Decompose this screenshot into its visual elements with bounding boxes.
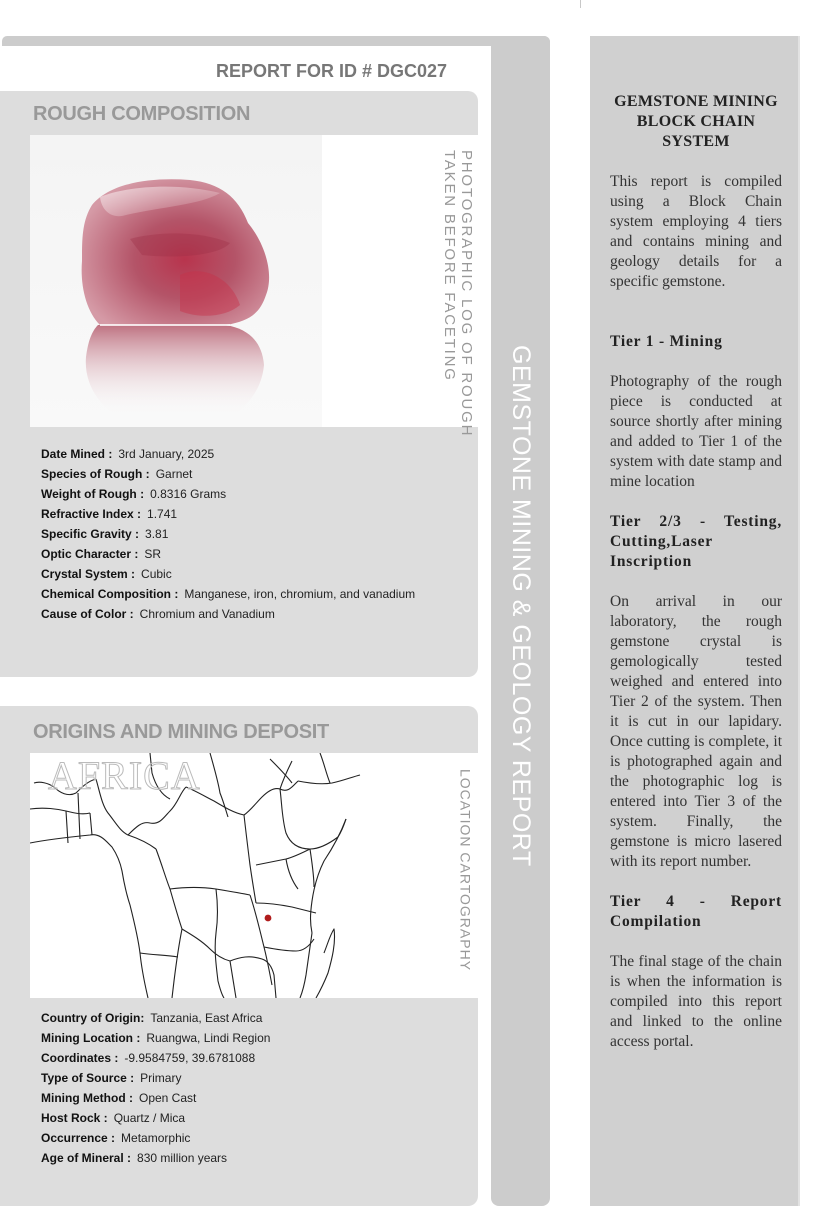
- property-date-mined: [41, 444, 415, 464]
- tier-2-3-heading: Tier 2/3 - Testing, Cutting,Laser Inscription: [610, 513, 782, 570]
- top-divider-tick: [580, 0, 581, 8]
- property-value: Cubic: [141, 567, 172, 581]
- property-label: Specific Gravity :: [41, 527, 140, 541]
- property-weight: [41, 484, 415, 504]
- map-caption-label: LOCATION CARTOGRAPHY: [457, 769, 474, 972]
- property-label: Type of Source :: [41, 1071, 135, 1085]
- property-cause-of-color: [41, 604, 415, 624]
- property-value: 3.81: [145, 527, 169, 541]
- property-label: Country of Origin:: [41, 1011, 145, 1025]
- property-value: Garnet: [155, 467, 193, 481]
- rough-photo-area: [30, 135, 478, 438]
- property-label: Age of Mineral :: [41, 1151, 132, 1165]
- property-mining-location: [41, 1028, 270, 1048]
- property-optic-character: [41, 544, 415, 564]
- side-banner-label-wrap: [491, 36, 550, 1206]
- location-marker[interactable]: [265, 915, 272, 922]
- property-type-of-source: [41, 1068, 270, 1088]
- property-specific-gravity: [41, 524, 415, 544]
- property-coordinates: [41, 1048, 270, 1068]
- report-id-title: REPORT FOR ID # DGC027: [215, 61, 447, 81]
- property-label: Occurrence :: [41, 1131, 116, 1145]
- property-label: Cause of Color :: [41, 607, 134, 621]
- property-country: [41, 1008, 270, 1028]
- blockchain-info-panel: [590, 36, 800, 1206]
- property-label: Species of Rough :: [41, 467, 150, 481]
- africa-map: [30, 753, 392, 998]
- property-label: Optic Character :: [41, 547, 139, 561]
- property-occurrence: [41, 1128, 270, 1148]
- property-value: Primary: [140, 1071, 182, 1085]
- side-banner-label: GEMSTONE MINING & GEOLOGY REPORT: [507, 345, 535, 867]
- info-intro: This report is compiled using a Block Chain system employing 4 tiers and contains mining and geology details for a specific gemstone.: [610, 173, 782, 290]
- tier-1-body: Photography of the rough piece is conducted at source shortly after mining and added to Tier 1 of the system with date stamp and mine location: [610, 373, 782, 490]
- property-label: Refractive Index :: [41, 507, 142, 521]
- photo-caption: [438, 135, 478, 438]
- rough-gemstone-photo: [30, 135, 322, 427]
- property-refractive-index: [41, 504, 415, 524]
- property-label: Mining Method :: [41, 1091, 133, 1105]
- property-value: 830 million years: [137, 1151, 228, 1165]
- origin-properties: [41, 1008, 270, 1168]
- africa-map-image: [30, 753, 392, 998]
- property-age-of-mineral: [41, 1148, 270, 1168]
- property-label: Weight of Rough :: [41, 487, 145, 501]
- property-label: Chemical Composition :: [41, 587, 179, 601]
- property-value: Quartz / Mica: [113, 1111, 186, 1125]
- property-value: Metamorphic: [121, 1131, 191, 1145]
- property-label: Date Mined :: [41, 447, 113, 461]
- origins-card: [0, 706, 478, 1206]
- property-value: 1.741: [147, 507, 178, 521]
- property-value: Chromium and Vanadium: [139, 607, 275, 621]
- property-value: Manganese, iron, chromium, and vanadium: [184, 587, 416, 601]
- property-mining-method: [41, 1088, 270, 1108]
- property-label: Coordinates :: [41, 1051, 119, 1065]
- rough-composition-title: ROUGH COMPOSITION: [33, 103, 251, 125]
- property-label: Host Rock :: [41, 1111, 108, 1125]
- map-caption: [453, 753, 478, 998]
- property-chemical-composition: [41, 584, 415, 604]
- tier-4-heading: Tier 4 - Report Compilation: [610, 893, 782, 930]
- property-value: Open Cast: [138, 1091, 197, 1105]
- property-value: 3rd January, 2025: [118, 447, 215, 461]
- rough-composition-card: [0, 91, 478, 677]
- property-host-rock: [41, 1108, 270, 1128]
- property-crystal-system: [41, 564, 415, 584]
- property-value: 0.8316 Grams: [150, 487, 227, 501]
- property-label: Crystal System :: [41, 567, 136, 581]
- tier-2-3-body: On arrival in our laboratory, the rough gemstone crystal is gemologically tested weighed and entered into Tier 2 of the system. Then it is cut in our lapidary. Once cutting is complete, it is photographed again and the photographic log is entered into Tier 3 of the system. Finally, the gemstone is micro lasered with its report number.: [610, 593, 782, 870]
- property-value: Ruangwa, Lindi Region: [146, 1031, 271, 1045]
- map-region-label: AFRICA: [48, 753, 201, 798]
- property-value: Tanzania, East Africa: [150, 1011, 263, 1025]
- rough-properties: [41, 444, 415, 624]
- info-title: GEMSTONE MINING BLOCK CHAIN SYSTEM: [614, 93, 778, 150]
- property-value: SR: [144, 547, 162, 561]
- origins-title: ORIGINS AND MINING DEPOSIT: [33, 721, 329, 743]
- property-species: [41, 464, 415, 484]
- gemstone-image: [30, 135, 322, 427]
- map-area: [30, 753, 478, 998]
- tier-4-body: The final stage of the chain is when the information is compiled into this report and linked to the online access portal.: [610, 953, 782, 1050]
- property-label: Mining Location :: [41, 1031, 141, 1045]
- header-bar: [2, 36, 550, 46]
- property-value: -9.9584759, 39.6781088: [124, 1051, 256, 1065]
- photo-caption-label: PHOTOGRAPHIC LOG OF ROUGH TAKEN BEFORE FACETING: [441, 150, 475, 438]
- blockchain-info-content: [610, 92, 782, 1052]
- tier-1-heading: Tier 1 - Mining: [610, 333, 723, 350]
